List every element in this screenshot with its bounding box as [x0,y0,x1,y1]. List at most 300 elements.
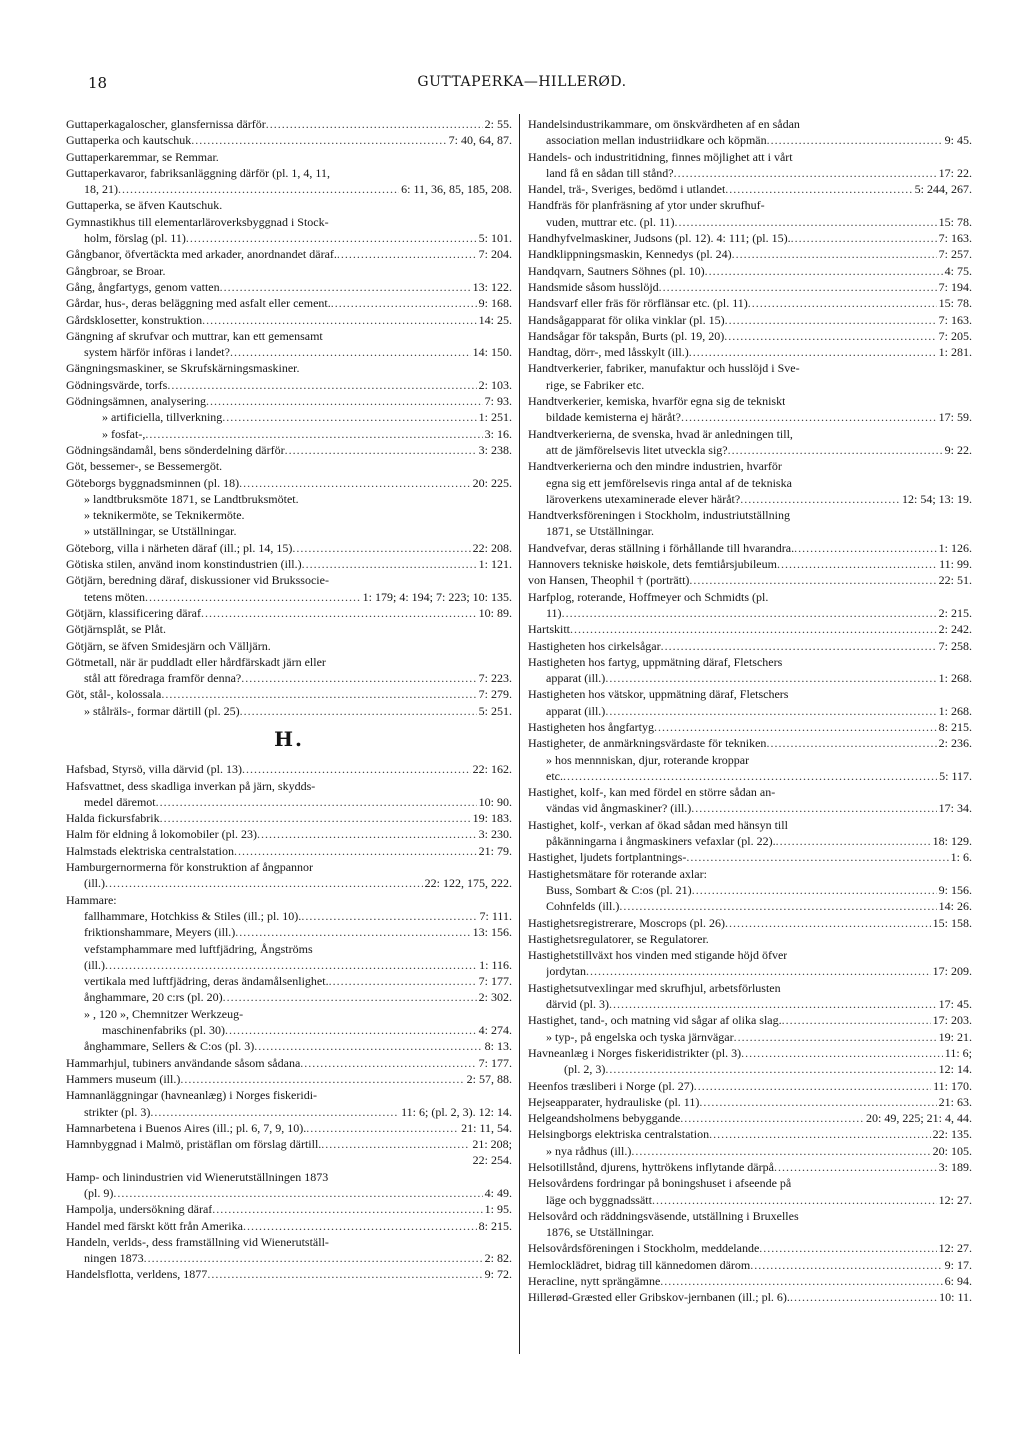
index-entry [528,1240,972,1256]
page-reference: 2: 103. [478,377,512,392]
entry-text: Handtverkerier, fabriker, manufaktur och husslöjd i Sve- [528,361,800,376]
dot-leader [724,328,936,344]
index-entry [66,556,512,572]
dot-leader [732,246,937,262]
page-reference: 1: 95. [484,1202,512,1217]
page-reference: 17: 203. [932,1013,972,1028]
entry-text: Handels- och industritidning, finnes möjlighet att i vårt [528,149,793,164]
entry-text: Helgeandsholmens bebyggande [528,1111,681,1126]
index-entry [66,908,512,924]
dot-leader [652,1192,937,1208]
index-entry [528,279,972,295]
entry-text: Hastighetsregulatorer, se Regulatorer. [528,931,709,946]
entry-text: Handel med färskt kött från Amerika [66,1218,243,1233]
entry-text: Hastigheter, de anmärkningsvärdaste för tekniken [528,736,767,751]
running-head: GUTTAPERKA—HILLERØD. [417,74,627,90]
entry-text: Gödningsämnen, analysering [66,394,206,409]
index-entry [66,523,512,539]
page-reference: 2: 57, 88. [466,1071,512,1086]
page-reference: 17: 34. [938,801,972,816]
dot-leader [239,475,471,491]
index-entry [66,230,512,246]
entry-text: » fosfat-, [102,426,146,441]
entry-text: friktionshammare, Meyers (ill.) [84,925,236,940]
page-reference: 9: 22. [944,442,972,457]
dot-leader [750,1257,942,1273]
dot-leader [791,230,937,246]
entry-text: » hos mennniskan, djur, roterande kroppar [546,752,750,767]
index-entry [66,941,512,957]
page-reference: 20: 105. [932,1143,972,1158]
entry-text: Heenfos træsliberi i Norge (pl. 27) [528,1078,694,1093]
dot-leader [686,849,948,865]
dot-leader [725,915,931,931]
entry-text: Hastigheten hos vätskor, uppmätning däraf, Fletschers [528,687,789,702]
index-entry [66,686,512,702]
index-entry [528,670,972,686]
dot-leader [631,1143,930,1159]
dot-leader [766,735,936,751]
index-entry [66,263,512,279]
index-entry [66,1055,512,1071]
dot-leader [266,116,483,132]
page-reference: 1: 121. [478,557,512,572]
entry-text: Göt, bessemer-, se Bessemergöt. [66,459,223,474]
entry-text: Hannovers tekniske høiskole, dets femtiårsjubileum [528,557,777,572]
index-entry [66,442,512,458]
index-entry [66,377,512,393]
page-reference: 9: 168. [478,296,512,311]
page-reference: 14: 26. [938,899,972,914]
entry-text: Hastigheten hos ångfartyg [528,719,654,734]
index-entry [528,1289,972,1305]
page-header [88,74,956,96]
dot-leader [337,246,477,262]
index-entry [528,377,972,393]
entry-text: (ill.) [84,957,105,972]
entry-text: Guttaperkaremmar, se Remmar. [66,149,219,164]
entry-text: Götmetall, när är puddladt eller hårdfärskadt järn eller [66,654,326,669]
page-reference: 9: 72. [484,1267,512,1282]
entry-text: Hartskitt [528,622,570,637]
entry-text: Handtverkerier, kemiska, hvarför egna sig de tekniskt [528,394,786,409]
page-reference: 22: 208. [472,540,512,555]
entry-text: Hammare: [66,892,117,907]
dot-leader [790,1289,937,1305]
index-entry [528,409,972,425]
index-entry [66,1185,512,1201]
entry-text: Hastighet, kolf-, verkan af ökad sådan med hänsyn till [528,817,788,832]
index-entry [66,1022,512,1038]
entry-text: 1871, se Utställningar. [546,524,654,539]
entry-text: vefstamphammare med luftfjädring, Ångströms [84,941,313,956]
index-entry [528,784,972,800]
dot-leader [223,989,477,1005]
page-reference: 5: 251. [478,703,512,718]
entry-text: Hastighetstillväxt hos vinden med stigande höjd öfver [528,948,788,963]
index-entry [528,1224,972,1240]
entry-text: » artificiella, tillverkning [102,410,223,425]
index-entry [66,1234,512,1250]
entry-text: von Hansen, Theophil † (porträtt) [528,573,690,588]
page-reference: 13: 122. [472,279,512,294]
index-entry [66,670,512,686]
index-entry [528,719,972,735]
page-number: 18 [88,74,108,92]
entry-text: Hastighet, tand-, och matning vid sågar af olika slag. [528,1013,782,1028]
dot-leader [794,540,937,556]
page-reference: 9: 45. [944,133,972,148]
entry-text: Handtverksföreningen i Stockholm, industriutställning [528,508,790,523]
index-entry [528,1175,972,1191]
column-divider [519,114,520,1354]
dot-leader [145,426,482,442]
index-entry [528,116,972,132]
page-reference: 4: 49. [484,1186,512,1200]
entry-text: (ill.) [84,876,105,891]
index-entry [528,1126,972,1142]
dot-leader [302,556,477,572]
entry-text: 1876, se Utställningar. [546,1225,654,1240]
entry-text: Gymnastikhus till elementarläroverksbyggnad i Stock- [66,214,329,229]
dot-leader [759,1240,936,1256]
dot-leader [225,1022,477,1038]
dot-leader [725,312,937,328]
entry-text: apparat (ill.) [546,671,606,686]
index-entry [528,1094,972,1110]
index-entry [528,507,972,523]
page-reference: 22: 51. [938,573,972,588]
entry-text: Hamp- och linindustrien vid Wienerutställningen 1873 [66,1169,329,1184]
entry-text: vuden, muttrar etc. (pl. 11) [546,214,675,229]
dot-leader [230,344,471,360]
index-entry [528,1208,972,1224]
index-entry [66,116,512,132]
entry-text: Buss, Sombart & C:os (pl. 21) [546,882,692,897]
index-entry [66,312,512,328]
page-reference: 20: 49, 225; 21: 4, 44. [865,1111,972,1126]
dot-leader [167,377,476,393]
index-entry [66,295,512,311]
index-entry [528,132,972,148]
entry-text: maschinenfabriks (pl. 30) [102,1023,225,1038]
index-entry [528,654,972,670]
entry-text: Gödningsvärde, torfs [66,377,168,392]
page-reference: 1: 268. [938,671,972,686]
page-reference: 21: 11, 54. [461,1120,512,1135]
index-entry [528,214,972,230]
index-entry [528,898,972,914]
index-entry [528,1045,972,1061]
entry-text: Handsågapparat för olika vinklar (pl. 15) [528,312,725,327]
dot-leader [242,761,471,777]
dot-leader [689,572,936,588]
entry-text: Hastighetsmätare för roterande axlar: [528,866,707,881]
index-entry [528,572,972,588]
page-reference: 19: 183. [472,811,512,826]
entry-text: Gängning af skrufvar och muttrar, kan ett gemensamt [66,328,323,343]
index-entry [528,263,972,279]
index-entry [66,507,512,523]
index-entry [528,491,972,507]
page-reference: 5: 117. [939,768,972,783]
page-reference: 22: 122, 175, 222. [424,876,512,891]
index-entry [528,686,972,702]
index-entry [528,540,972,556]
index-entry [66,843,512,859]
index-entry [66,761,512,777]
page-reference: 3: 230. [478,827,512,842]
page-reference: 22: 135. [932,1127,972,1142]
index-entry [66,859,512,875]
page-reference: 6: 94. [944,1274,972,1289]
index-entry [66,703,512,719]
page-reference: 1: 126. [938,540,972,555]
dot-leader [113,1185,482,1201]
dot-leader [235,924,470,940]
dot-leader [691,800,936,816]
entry-text: Hamnanläggningar (havneanlæg) i Norges fiskeridi- [66,1088,318,1103]
entry-text: Helsovårdens fordringar på boningshuset i afseende på [528,1176,792,1191]
index-entry [66,778,512,794]
index-entry [528,605,972,621]
dot-leader [680,1110,864,1126]
page-reference: 3: 189. [938,1160,972,1174]
dot-leader [306,1120,459,1136]
page-reference: 3: 238. [478,442,512,457]
dot-leader [689,344,937,360]
dot-leader [699,1094,936,1110]
entry-text: Gångbanor, öfvertäckta med arkader, anordnandet däraf. [66,247,337,262]
page-reference: 21: 208; [472,1137,512,1152]
entry-text: Hammarhjul, tubiners användande såsom sådana [66,1055,301,1070]
entry-text: Göt, stål-, kolossala [66,687,162,702]
entry-text: system härför införas i landet? [84,345,230,360]
index-entry [66,973,512,989]
index-entry [528,768,972,784]
dot-leader [243,1218,477,1234]
index-entry [528,393,972,409]
entry-text: Hafsbad, Styrsö, villa därvid (pl. 13) [66,762,242,777]
page-reference: 14: 25. [478,312,512,327]
page-reference: 2: 82. [484,1251,512,1266]
index-entry [66,409,512,425]
dot-leader [105,875,423,891]
index-entry [66,491,512,507]
page-reference: 7: 163. [938,231,972,246]
dot-leader [659,279,937,295]
page-reference: 15: 158. [932,915,972,930]
index-entry [66,638,512,654]
entry-text: Helsotillstånd, djurens, hyttrökens inflytande därpå [528,1160,774,1174]
index-entry [528,523,972,539]
entry-text: apparat (ill.) [546,703,606,718]
entry-text: Hastigheten hos cirkelsågar [528,638,661,653]
page-reference: 12: 14. [938,1062,972,1077]
dot-leader [285,442,477,458]
index-entry [66,1087,512,1103]
page-reference: 7: 279. [478,687,512,702]
dot-leader [586,963,931,979]
dot-leader [186,230,477,246]
entry-text: Handklippningsmaskin, Kennedys (pl. 24) [528,247,732,262]
dot-leader [675,214,937,230]
dot-leader [605,703,936,719]
entry-text: » teknikermöte, se Teknikermöte. [84,508,245,523]
index-entry [528,931,972,947]
page-reference: 2: 242. [938,622,972,637]
page-reference: 9: 17. [944,1257,972,1272]
dot-leader [767,132,943,148]
entry-text: Guttaperkagaloscher, glansfernissa därför [66,117,266,131]
entry-text: Hastigheten hos fartyg, uppmätning däraf, Fletschers [528,654,783,669]
index-entry [66,214,512,230]
page-reference: 7: 93. [484,394,512,409]
entry-text: association mellan industriidkare och köpmän [546,133,767,148]
index-entry [66,826,512,842]
index-column-right [528,116,972,1306]
dot-leader [741,1045,943,1061]
page-reference: 12: 27. [938,1192,972,1207]
dot-leader [241,670,476,686]
index-entry [66,892,512,908]
entry-text: Guttaperka, se äfven Kautschuk. [66,198,223,213]
dot-leader [212,1201,482,1217]
entry-text: Hamnarbetena i Buenos Aires (ill.; pl. 6, 7, 9, 10). [66,1120,307,1135]
dot-leader [301,908,477,924]
index-entry [528,1110,972,1126]
page-reference: 11: 99. [939,557,972,572]
entry-text: Havneanlæg i Norges fiskeridistrikter (pl. 3) [528,1045,742,1060]
index-entry [66,1006,512,1022]
entry-text: egna sig ett jemförelsevis ringa antal af de tekniska [546,475,792,490]
entry-text: Gårdsklosetter, konstruktion [66,312,203,327]
page-reference: 12: 54; 13: 19. [901,491,972,506]
entry-text: läge och byggnadssätt [546,1192,652,1207]
page-reference: 5: 244, 267. [914,182,972,197]
entry-text: 18, 21) [84,182,118,197]
index-entry [528,181,972,197]
index-entry [528,1159,972,1175]
index-entry [528,197,972,213]
dot-leader [254,1038,482,1054]
index-entry [528,800,972,816]
page-reference: 21: 79. [478,843,512,858]
index-entry [528,1257,972,1273]
entry-text: Handvefvar, deras ställning i förhållande till hvarandra. [528,540,795,555]
dot-leader [220,279,471,295]
entry-text: Götjärn, beredning däraf, diskussioner vid Brukssocie- [66,573,329,588]
dot-leader [570,621,937,637]
entry-text: Handtag, dörr-, med låsskylt (ill.) [528,345,689,360]
entry-text: stål att föredraga framför denna? [84,671,242,686]
entry-text: påkänningarna i ångmaskiners vefaxlar (pl. 22). [546,834,776,849]
entry-text: Göteborgs byggnadsminnen (pl. 18) [66,475,240,490]
entry-text: (pl. 9) [84,1186,114,1200]
dot-leader [145,589,361,605]
page-reference: 12: 27. [938,1241,972,1256]
dot-leader [300,1055,476,1071]
index-entry [528,1061,972,1077]
index-entry [66,810,512,826]
page-reference: 17: 22. [938,165,972,180]
page-reference: 17: 45. [938,997,972,1012]
index-entry [528,589,972,605]
entry-text: Handtverkerierna, de svenska, hvad är anledningen till, [528,426,793,441]
index-entry [66,875,512,891]
index-entry [66,279,512,295]
page-reference: 10: 90. [478,794,512,809]
page-reference: 1: 251. [478,410,512,425]
page-reference: 7: 177. [478,1055,512,1070]
dot-leader [748,295,937,311]
entry-text: land få en sådan till stånd? [546,165,674,180]
entry-text: Cohnfelds (ill.) [546,899,620,914]
page-reference: 1: 179; 4: 194; 7: 223; 10: 135. [362,589,512,604]
entry-text: Guttaperkavaror, fabriksanläggning därför (pl. 1, 4, 11, [66,165,330,180]
index-entry [66,1038,512,1054]
dot-leader [257,826,477,842]
index-entry [66,572,512,588]
index-entry [66,957,512,973]
index-entry [66,393,512,409]
index-entry [528,1273,972,1289]
page-reference: 15: 78. [938,214,972,229]
page-reference: 2: 302. [478,990,512,1005]
index-entry [528,817,972,833]
dot-leader [660,1273,942,1289]
dot-leader [654,719,937,735]
entry-text: holm, förslag (pl. 11) [84,231,186,246]
index-entry [66,1266,512,1282]
page-reference: 19: 21. [938,1029,972,1044]
index-entry [528,1078,972,1094]
dot-leader [734,1029,937,1045]
page-reference: 18: 129. [932,834,972,849]
index-entry [528,833,972,849]
page-reference: 8: 13. [484,1039,512,1054]
entry-text: strikter (pl. 3) [84,1104,151,1119]
entry-text: bildade kemisterna ej häråt? [546,410,681,425]
dot-leader [202,312,476,328]
index-entry [528,963,972,979]
index-entry [66,540,512,556]
dot-leader [292,540,470,556]
index-entry [66,605,512,621]
dot-leader [234,843,477,859]
index-entry [66,246,512,262]
entry-text: Hafsvattnet, dess skadliga inverkan på järn, skydds- [66,778,316,793]
dot-leader [563,768,937,784]
entry-text: Gång, ångfartygs, genom vatten [66,279,220,294]
index-entry [528,442,972,458]
page-reference: 22: 254. [472,1153,512,1168]
entry-text: Göteborg, villa i närheten däraf (ill.; pl. 14, 15) [66,540,293,555]
entry-text: Handfräs för planfräsning af ytor under skrufhuf- [528,198,765,213]
dot-leader [705,263,943,279]
dot-leader [609,996,937,1012]
index-entry [66,344,512,360]
entry-text: Handsvarf eller fräs för rörflänsar etc. (pl. 11) [528,296,748,311]
entry-text: Hastighetsregistrerare, Moscrops (pl. 26) [528,915,725,930]
page-reference: 11: 170. [933,1078,972,1093]
entry-text: medel däremot [84,794,156,809]
entry-text: Hemlocklädret, bidrag till kännedomen därom [528,1257,751,1272]
entry-text: Götjärnsplåt, se Plåt. [66,622,166,637]
entry-text: jordytan [546,964,586,979]
entry-text: Handhyfvelmaskiner, Judsons (pl. 12). 4: 111; (pl. 15). [528,231,791,246]
dot-leader [240,703,477,719]
